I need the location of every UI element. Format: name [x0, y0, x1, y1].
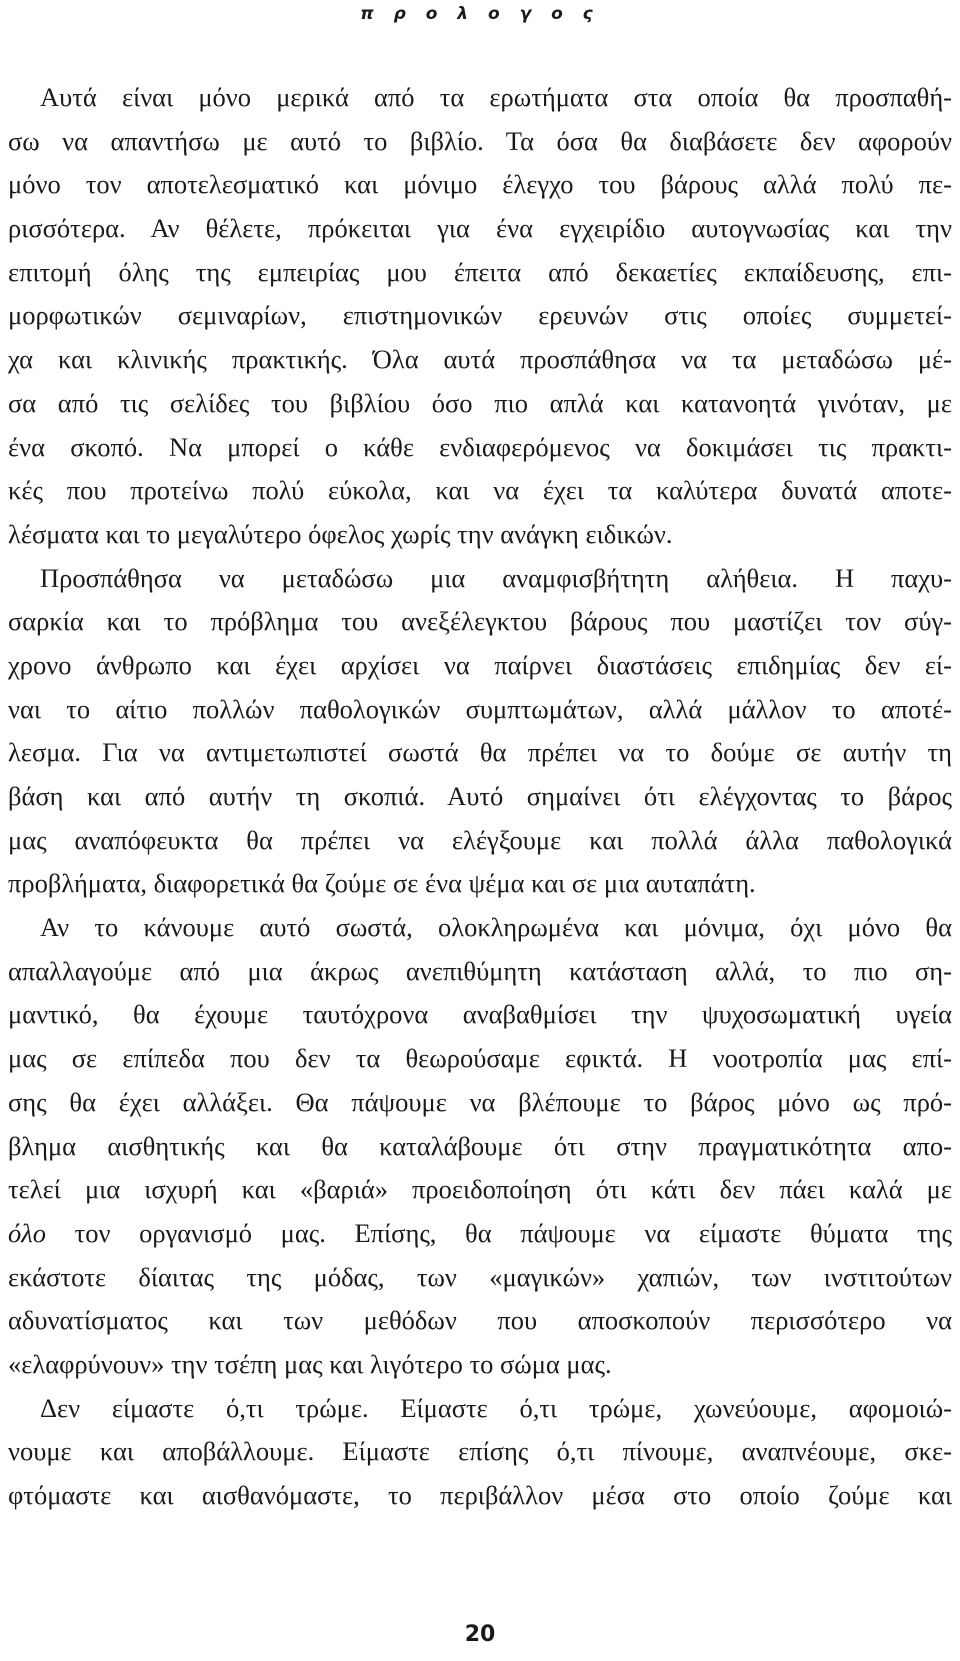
- line-text: ένα σκοπό. Να μπορεί ο κάθε ενδιαφερόμενος να δοκιμάσει τις πρακτι-: [8, 431, 952, 462]
- line-text: μας σε επίπεδα που δεν τα θεωρούσαμε εφικτά. Η νοοτροπία μας επί-: [8, 1043, 952, 1074]
- text-line: [8, 251, 952, 295]
- emphasized-word: όλο: [8, 1217, 46, 1248]
- line-text: μορφωτικών σεμιναρίων, επιστημονικών ερευνών στις οποίες συμμετεί-: [8, 300, 952, 331]
- page-number: 20: [464, 1622, 496, 1647]
- text-line: [8, 1343, 952, 1387]
- line-text: ρισσότερα. Αν θέλετε, πρόκειται για ένα εγχειρίδιο αυτογνωσίας και την: [8, 213, 952, 244]
- line-text: επιτομή όλης της εμπειρίας μου έπειτα από δεκαετίες εκπαίδευσης, επι-: [8, 256, 952, 287]
- line-text: βάση και από αυτήν τη σκοπιά. Αυτό σημαίνει ότι ελέγχοντας το βάρος: [8, 781, 952, 811]
- body-text: [8, 76, 952, 1518]
- text-line: [8, 382, 952, 426]
- text-line: [8, 1168, 952, 1212]
- text-line: [8, 1037, 952, 1081]
- line-text: χα και κλινικής πρακτικής. Όλα αυτά προσπάθησα να τα μεταδώσω μέ-: [8, 344, 952, 375]
- line-text: φτόμαστε και αισθανόμαστε, το περιβάλλον μέσα στο οποίο ζούμε και: [8, 1480, 952, 1510]
- text-line: [8, 163, 952, 207]
- text-line: [8, 862, 952, 906]
- line-text: κές που προτείνω πολύ εύκολα, και να έχει τα καλύτερα δυνατά αποτε-: [8, 475, 952, 506]
- line-text: σαρκία και το πρόβλημα του ανεξέλεγκτου βάρους που μαστίζει τον σύγ-: [8, 606, 952, 637]
- text-line: [8, 1081, 952, 1125]
- text-line: [8, 688, 952, 732]
- text-line: [8, 906, 952, 950]
- line-text: λέσματα και το μεγαλύτερο όφελος χωρίς την ανάγκη ειδικών.: [8, 518, 673, 549]
- line-text: Αυτά είναι μόνο μερικά από τα ερωτήματα στα οποία θα προσπαθή-: [40, 82, 952, 112]
- line-text: μας αναπόφευκτα θα πρέπει να ελέγξουμε και πολλά άλλα παθολογικά: [8, 824, 952, 855]
- text-line: [8, 1474, 952, 1518]
- text-line: [8, 819, 952, 863]
- text-line: [8, 1212, 952, 1256]
- text-line: [8, 993, 952, 1037]
- line-text: τον οργανισμό μας. Επίσης, θα πάψουμε να είμαστε θύματα της: [45, 1217, 952, 1248]
- line-text: «ελαφρύνουν» την τσέπη μας και λιγότερο το σώμα μας.: [8, 1348, 612, 1379]
- text-line: [8, 338, 952, 382]
- text-line: [8, 1430, 952, 1474]
- text-line: [8, 207, 952, 251]
- text-line: [8, 644, 952, 688]
- text-line: [8, 120, 952, 164]
- line-text: Δεν είμαστε ό,τι τρώμε. Είμαστε ό,τι τρώμε, χωνεύουμε, αφομοιώ-: [40, 1392, 952, 1423]
- text-line: [8, 775, 952, 819]
- text-line: [8, 1299, 952, 1343]
- text-line: [8, 76, 952, 120]
- line-text: χρονο άνθρωπο και έχει αρχίσει να παίρνει διαστάσεις επιδημίας δεν εί-: [8, 649, 952, 680]
- line-text: σα από τις σελίδες του βιβλίου όσο πιο απλά και κατανοητά γινόταν, με: [8, 387, 952, 418]
- line-text: Προσπάθησα να μεταδώσω μια αναμφισβήτητη αλήθεια. Η παχυ-: [40, 562, 952, 593]
- text-line: [8, 469, 952, 513]
- line-text: προβλήματα, διαφορετικά θα ζούμε σε ένα ψέμα και σε μια αυταπάτη.: [8, 868, 756, 899]
- line-text: μόνο τον αποτελεσματικό και μόνιμο έλεγχο του βάρους αλλά πολύ πε-: [8, 169, 952, 200]
- line-text: αδυνατίσματος και των μεθόδων που αποσκοπούν περισσότερο να: [8, 1305, 952, 1336]
- line-text: νουμε και αποβάλλουμε. Είμαστε επίσης ό,τι πίνουμε, αναπνέουμε, σκε-: [8, 1436, 952, 1467]
- text-line: [8, 1387, 952, 1431]
- line-text: σης θα έχει αλλάξει. Θα πάψουμε να βλέπουμε το βάρος μόνο ως πρό-: [8, 1086, 952, 1117]
- line-text: μαντικό, θα έχουμε ταυτόχρονα αναβαθμίσει την ψυχοσωματική υγεία: [8, 999, 952, 1030]
- text-line: [8, 426, 952, 470]
- line-text: βλημα αισθητικής και θα καταλάβουμε ότι στην πραγματικότητα απο-: [8, 1130, 952, 1161]
- text-line: [8, 1256, 952, 1300]
- running-head: π ρ ο λ ο γ ο ς: [360, 4, 600, 24]
- text-line: [8, 294, 952, 338]
- line-text: τελεί μια ισχυρή και «βαριά» προειδοποίηση ότι κάτι δεν πάει καλά με: [8, 1174, 952, 1205]
- line-text: εκάστοτε δίαιτας της μόδας, των «μαγικών» χαπιών, των ινστιτούτων: [8, 1261, 952, 1292]
- text-line: [8, 513, 952, 557]
- text-line: [8, 731, 952, 775]
- line-text: ναι το αίτιο πολλών παθολογικών συμπτωμάτων, αλλά μάλλον το αποτέ-: [8, 693, 952, 724]
- line-text: σω να απαντήσω με αυτό το βιβλίο. Τα όσα θα διαβάσετε δεν αφορούν: [8, 125, 952, 156]
- text-line: [8, 600, 952, 644]
- line-text: Αν το κάνουμε αυτό σωστά, ολοκληρωμένα και μόνιμα, όχι μόνο θα: [40, 912, 952, 943]
- text-line: [8, 950, 952, 994]
- text-line: [8, 557, 952, 601]
- line-text: λεσμα. Για να αντιμετωπιστεί σωστά θα πρέπει να το δούμε σε αυτήν τη: [8, 737, 952, 768]
- line-text: απαλλαγούμε από μια άκρως ανεπιθύμητη κατάσταση αλλά, το πιο ση-: [8, 955, 952, 986]
- text-line: [8, 1125, 952, 1169]
